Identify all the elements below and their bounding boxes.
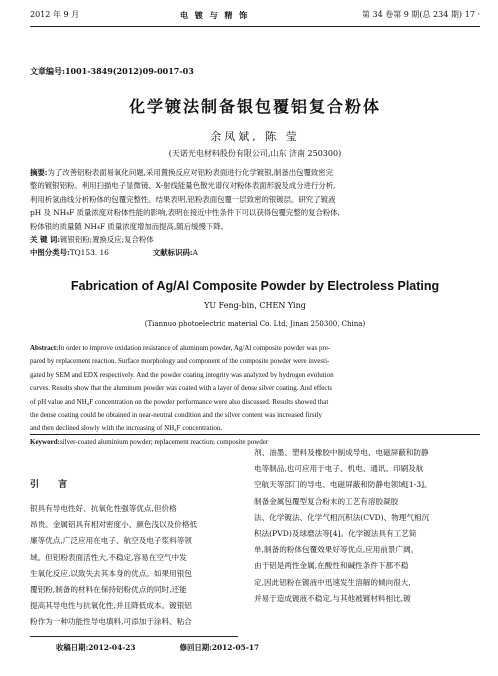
keywords-en-text: silver-coated aluminium powder; replacement reaction; composite powder xyxy=(59,437,269,446)
keywords-cn-text: 镀银铝粉;置换反应;复合粉体 xyxy=(60,235,154,245)
abstract-en-line: and then declined slowly with the increasing of NH₄F concentration. xyxy=(30,424,223,433)
english-affiliation: (Tiannuo photoelectric material Co. Ltd, Jinan 250300, China) xyxy=(144,320,366,328)
intro-line: 积法(PVD)及球磨法等[4]。化学镀法具有工艺简 xyxy=(254,529,417,539)
abstract-en-label: Abstract: xyxy=(30,344,59,352)
intro-line: 定,因此铝粉在镀液中迅速发生溶解的倾向很大, xyxy=(254,577,411,587)
abstract-cn-line: 为了改善铝粉表面易氧化问题,采用置换反应对铝粉表面进行化学镀银,制备出包覆致密完 xyxy=(47,168,334,177)
section-divider xyxy=(30,434,480,435)
revised-date: 修回日期:2012-05-17 xyxy=(179,643,260,652)
abstract-cn-line: pH 及 NH₄F 质量浓度对粉体性能的影响,表明在接近中性条件下可以获得包覆完整的复合粉体, xyxy=(30,208,340,218)
keywords-en-label: Keyword: xyxy=(30,437,60,446)
footnote-rule xyxy=(30,636,238,637)
header-date: 2012 年 9 月 xyxy=(30,10,80,19)
received-date: 收稿日期:2012-04-23 xyxy=(56,643,136,652)
intro-line: 昂贵。金属铝具有相对密度小、颜色浅以及价格低 xyxy=(30,520,198,530)
header-rule xyxy=(30,26,480,27)
english-authors: YU Feng-bin, CHEN Ying xyxy=(204,301,306,310)
abstract-en-line: gated by SEM and EDX respectively. And the powder coating integrity was analyzed by hydrogen evolution xyxy=(30,370,334,379)
intro-line: 单,制备的粉体包覆效果好等优点,应用前景广阔。 xyxy=(254,545,419,555)
abstract-cn-line: 粉体银的质量随 NH₄F 质量浓度增加而提高,随后缓慢下降。 xyxy=(30,221,229,231)
intro-line: 域。但铝粉表面活性大,不稳定,容易在空气中发 xyxy=(30,552,187,562)
chinese-affiliation: (天诺光电材料股份有限公司,山东 济南 250300) xyxy=(168,149,342,158)
chinese-authors: 余凤斌, 陈 莹 xyxy=(210,130,300,143)
intro-line: 廉等优点,广泛应用在电子、航空及电子浆料等领 xyxy=(30,536,192,546)
intro-line: 制备金属包覆型复合粉末的工艺有溶胶凝胶 xyxy=(254,496,399,506)
abstract-cn-line: 利用析氢曲线分析粉体的包覆完整性。结果表明,铝粉表面包覆一层致密的银镀层。研究了镀液 xyxy=(30,194,336,204)
abstract-cn-line: 整的镀银铝粉。利用扫描电子显微镜、X-射线能量色散光谱仪对粉体表面形貌及成分进行分析, xyxy=(30,181,336,191)
classification-value: TQ153. 16 xyxy=(69,248,109,258)
article-number: 文章编号:1001-3849(2012)09-0017-03 xyxy=(30,66,194,76)
abstract-en-line: curves. Results show that the aluminum powder was coated with a layer of dense silver coating. And effects xyxy=(30,384,333,393)
chinese-abstract xyxy=(30,166,476,260)
intro-line: 提高其导电性与抗氧化性,并且降低成本。镀银铝 xyxy=(30,601,192,611)
intro-line: 生氧化反应,以致失去其本身的优点。如果用银包 xyxy=(30,568,192,578)
keywords-cn-label: 关 键 词: xyxy=(30,235,61,245)
intro-line: 覆铝粉,制备的材料在保持铝粉优点的同时,还能 xyxy=(30,585,187,595)
introduction-heading: 引 言 xyxy=(30,480,76,490)
classification-label: 中图分类号: xyxy=(30,248,70,258)
intro-right-column xyxy=(254,445,480,607)
intro-left-column xyxy=(30,501,238,631)
intro-line: 剂、油墨、塑料及橡胶中制成导电、电磁屏蔽和防静 xyxy=(254,448,429,457)
intro-line: 银具有导电性好、抗氧化性强等优点,但价格 xyxy=(30,504,177,513)
english-title: Fabrication of Ag/Al Composite Powder by Electroless Plating xyxy=(70,279,440,293)
intro-line: 法、化学镀法、化学气相沉积法(CVD)、物理气相沉 xyxy=(254,512,430,522)
abstract-en-line: In order to improve oxidation resistance of aluminum powder, Ag/Al composite powder was pre- xyxy=(58,344,331,352)
intro-line: 由于铝是两性金属,在酸性和碱性条件下都不稳 xyxy=(254,561,409,571)
intro-line: 并易于造成镀液不稳定,与其他被镀材料相比,镀 xyxy=(254,593,411,603)
intro-line: 空航天等部门的导电、电磁屏蔽和防静电领域[1-3]。 xyxy=(254,480,432,490)
running-header xyxy=(30,6,480,24)
header-page: · 17 · xyxy=(459,10,480,19)
abstract-cn-label: 摘要: xyxy=(30,168,48,177)
abstract-en-line: the dense coating could be obtained in near-neutral condition and the silver content was increased firstly xyxy=(30,411,323,420)
document-code-value: A xyxy=(192,248,198,258)
intro-line: 粉作为一种功能性导电填料,可添加于涂料、粘合 xyxy=(30,617,192,627)
footnote-dates xyxy=(56,642,303,653)
header-journal: 电 镀 与 精 饰 xyxy=(180,10,250,20)
abstract-en-line: pared by replacement reaction. Surface morphology and component of the composite powder were investi- xyxy=(30,357,330,366)
chinese-title: 化学镀法制备银包覆铝复合粉体 xyxy=(128,97,381,116)
header-volume: 第 34 卷第 9 期(总 234 期) xyxy=(361,10,462,19)
document-code-label: 文献标识码: xyxy=(152,248,193,258)
intro-line: 电等制品,也可应用于电子、机电、通讯、印刷及航 xyxy=(254,464,424,474)
abstract-en-line: of pH value and NH₄F concentration on the powder performance were also discussed. Results showed that xyxy=(30,397,329,406)
